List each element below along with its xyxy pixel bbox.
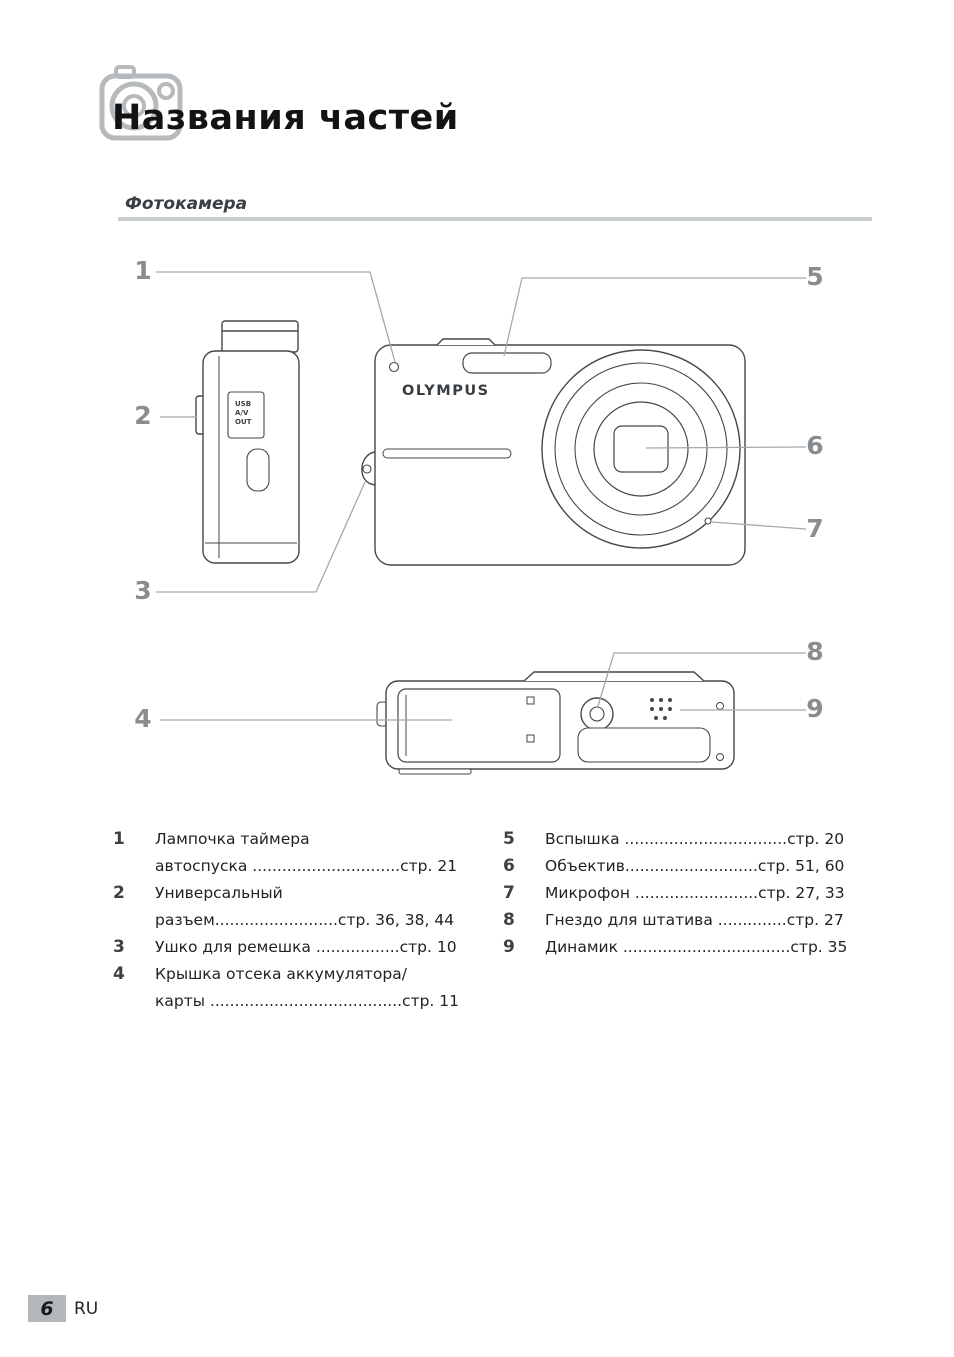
language-code: RU: [74, 1299, 99, 1319]
flash: [463, 353, 551, 373]
callout-2: 2: [134, 401, 152, 430]
camera-bottom-view: [377, 672, 734, 774]
part-number: 3: [113, 937, 125, 957]
microphone: [705, 518, 711, 524]
callout-7: 7: [806, 514, 824, 543]
callout-4: 4: [134, 704, 152, 733]
part-number: 5: [503, 829, 515, 849]
self-timer-lamp: [390, 363, 399, 372]
parts-list-right-column: [503, 826, 863, 1015]
part-item-5: [503, 826, 863, 853]
part-number: 8: [503, 910, 515, 930]
part-item-2: [113, 880, 485, 934]
camera-front-view: [362, 339, 745, 565]
section-rule: [118, 217, 872, 221]
section-label: Фотокамера: [125, 194, 248, 214]
parts-list-left-column: [113, 826, 485, 1015]
section-heading: [118, 194, 872, 221]
port-label-line-1: USB: [235, 400, 252, 408]
page-number-badge: [28, 1295, 66, 1322]
part-item-8: [503, 907, 863, 934]
callout-9: 9: [806, 694, 824, 723]
part-number: 1: [113, 829, 125, 849]
part-text: Микрофон .........................стр. 27, 33: [545, 884, 845, 902]
part-item-6: [503, 853, 863, 880]
part-text: разъем.........................стр. 36, 38, 44: [155, 911, 455, 929]
part-text: Гнездо для штатива ..............стр. 27: [545, 911, 844, 929]
part-text: Объектив...........................стр. 51, 60: [545, 857, 845, 875]
part-number: 4: [113, 964, 125, 984]
callout-6: 6: [806, 431, 824, 460]
port-label: [235, 400, 251, 427]
port-label-line-2: A/V: [235, 409, 249, 417]
callout-5: 5: [806, 262, 824, 291]
brand-label: OLYMPUS: [402, 383, 490, 399]
page-number: 6: [40, 1297, 54, 1320]
tripod-socket: [581, 698, 613, 730]
part-text: Крышка отсека аккумулятора/: [155, 965, 407, 983]
part-text: Динамик ..................................стр. 35: [545, 938, 848, 956]
part-number: 2: [113, 883, 125, 903]
part-number: 7: [503, 883, 515, 903]
part-text: Лампочка таймера: [155, 830, 310, 848]
part-text: карты .......................................стр. 11: [155, 992, 460, 1010]
part-number: 6: [503, 856, 515, 876]
part-text: Универсальный: [155, 884, 283, 902]
callout-1: 1: [134, 256, 152, 285]
part-item-7: [503, 880, 863, 907]
part-number: 9: [503, 937, 515, 957]
callout-8: 8: [806, 637, 824, 666]
part-item-1: [113, 826, 485, 880]
page-title: Названия частей: [112, 98, 459, 138]
callout-3: 3: [134, 576, 152, 605]
part-item-3: [113, 934, 485, 961]
parts-list: [113, 826, 871, 1015]
camera-side-view: [196, 321, 299, 563]
part-text: автоспуска ..............................стр. 21: [155, 857, 458, 875]
port-label-line-3: OUT: [235, 418, 252, 426]
part-text: Ушко для ремешка .................стр. 10: [155, 938, 457, 956]
part-item-9: [503, 934, 863, 961]
part-text: Вспышка .................................стр. 20: [545, 830, 845, 848]
part-item-4: [113, 961, 485, 1015]
battery-card-cover: [398, 689, 560, 762]
